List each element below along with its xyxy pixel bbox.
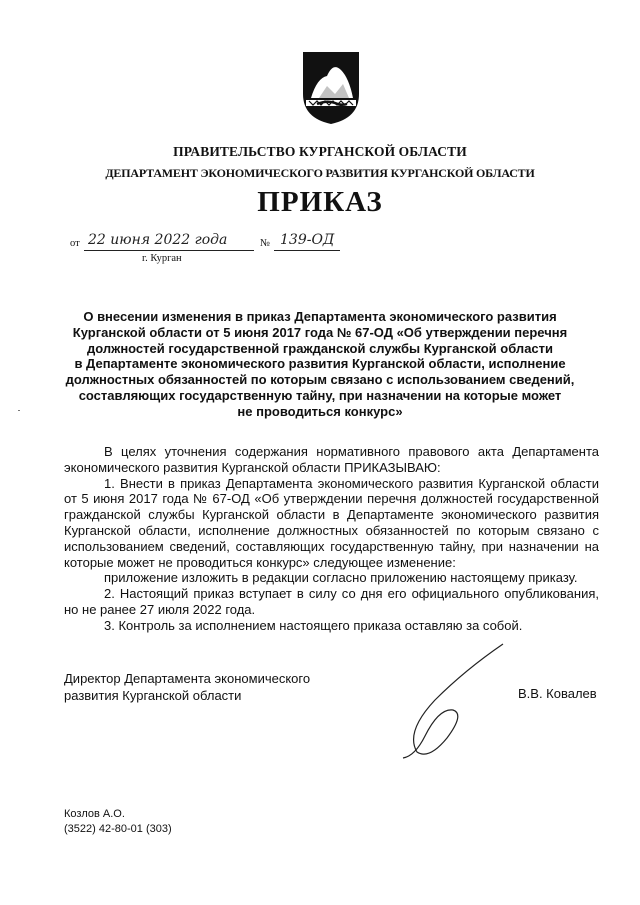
heading-line: О внесении изменения в приказ Департамента экономического развития	[83, 309, 557, 324]
date-number-line	[70, 234, 370, 274]
heading-line: должностей государственной гражданской службы Курганской области	[86, 340, 554, 356]
signatory-title	[64, 670, 310, 704]
heading-line: в Департаменте экономического развития Курганской области, исполнение	[74, 356, 566, 372]
number-underline	[274, 250, 340, 251]
signatory-name: В.В. Ковалев	[518, 686, 597, 701]
body-paragraph: 3. Контроль за исполнением настоящего приказа оставляю за собой.	[104, 617, 523, 633]
margin-mark	[18, 410, 20, 411]
heading-line: составляющих государственную тайну, при назначении на которые может	[78, 387, 562, 403]
handwritten-signature	[395, 640, 510, 760]
contact-block	[64, 807, 172, 837]
body-paragraph: 1. Внести в приказ Департамента экономического развития Курганской области от 5 июня 2017 года № 67-ОД «Об утверждении перечня должностей государственной гражданской службы Курганской области в Департаменте экономического развития Курганской области, исполнение должностных обязанностей по которым связано с использованием сведений, составляющих государственную тайну, при назначении на которые может не проводиться конкурс» следующее изменение:	[64, 475, 599, 570]
heading-line: должностных обязанностей по которым связано с использованием сведений,	[65, 372, 575, 388]
order-heading	[60, 309, 580, 420]
author-phone: (3522) 42-80-01 (303)	[64, 823, 172, 835]
city: г. Курган	[142, 253, 182, 264]
order-body	[64, 444, 599, 634]
date-handwritten: 22 июня 2022 года	[88, 232, 228, 248]
signatory-title-line: развития Курганской области	[64, 688, 242, 703]
heading-line: Курганской области от 5 июня 2017 года № 67-ОД «Об утверждении перечня	[72, 324, 568, 340]
body-paragraph: В целях уточнения содержания нормативного правового акта Департамента экономического развития Курганской области ПРИКАЗЫВАЮ:	[64, 444, 599, 475]
author-name: Козлов А.О.	[64, 808, 125, 820]
date-underline	[84, 250, 254, 251]
kurgan-coat-of-arms-icon	[297, 48, 365, 126]
heading-line: не проводиться конкурс»	[237, 403, 403, 419]
date-prefix: от	[70, 238, 80, 249]
body-paragraph: приложение изложить в редакции согласно приложению настоящему приказу.	[104, 570, 578, 586]
number-prefix: №	[260, 238, 271, 249]
government-name: ПРАВИТЕЛЬСТВО КУРГАНСКОЙ ОБЛАСТИ	[173, 144, 467, 159]
number-handwritten: 139-ОД	[280, 232, 335, 248]
body-paragraph: 2. Настоящий приказ вступает в силу со дня его официального опубликования, но не ранее 27 июля 2022 года.	[64, 586, 599, 617]
department-name: ДЕПАРТАМЕНТ ЭКОНОМИЧЕСКОГО РАЗВИТИЯ КУРГАНСКОЙ ОБЛАСТИ	[105, 166, 535, 180]
document-type-title: ПРИКАЗ	[257, 186, 383, 218]
signatory-title-line: Директор Департамента экономического	[64, 671, 311, 686]
